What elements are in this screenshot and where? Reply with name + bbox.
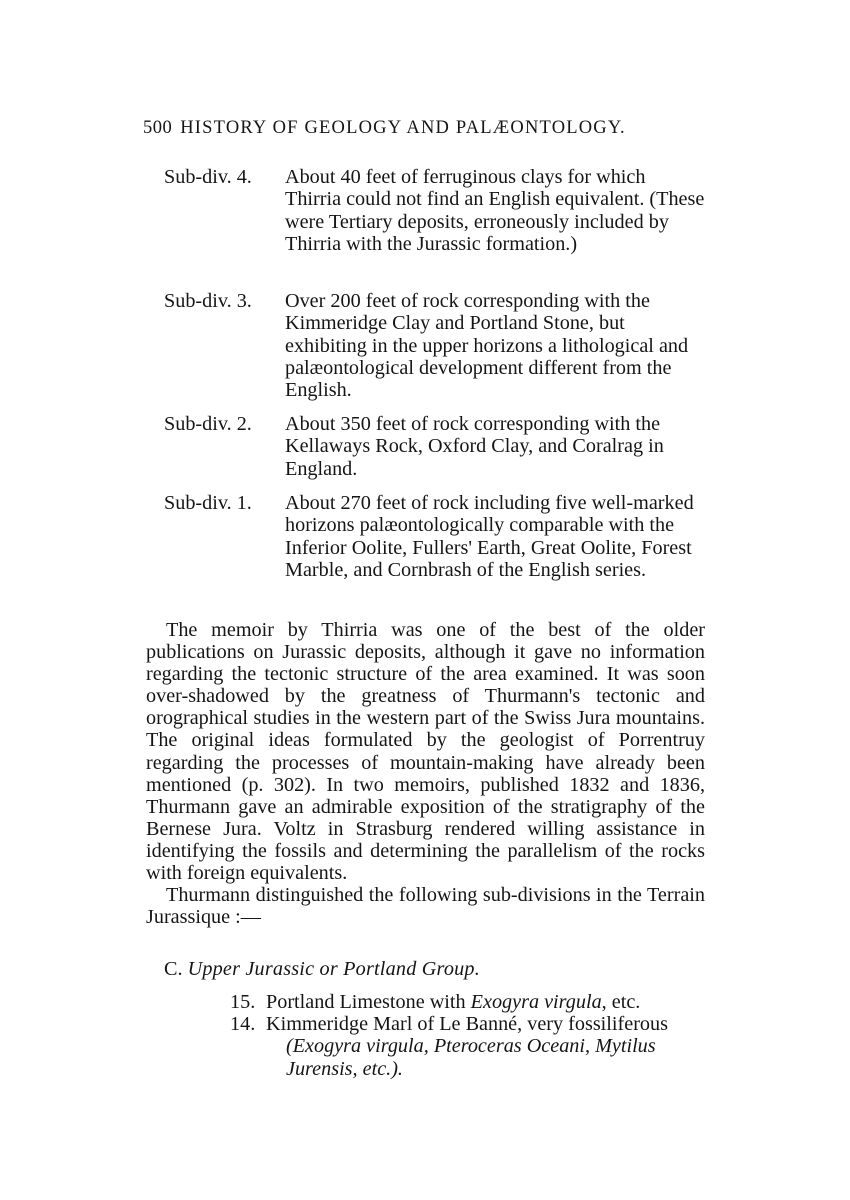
- subdivision-label: Sub-div. 1.: [164, 492, 252, 514]
- paragraph: The memoir by Thirria was one of the best of the older publications on Jurassic deposits, although it gave no information regarding the tectonic structure of the area examined. It was soon over-shadowed by the greatness of Thurmann's tectonic and orographical studies in the western part of the Swiss Jura mountains. The original ideas formulated by the geologist of Porrentruy regarding the processes of mountain-making have already been mentioned (p. 302). In two memoirs, published 1832 and 1836, Thurmann gave an admirable exposition of the stratigraphy of the Bernese Jura. Voltz in Strasburg rendered willing assistance in identifying the fossils and determining the parallelism of the rocks with foreign equivalents.: [146, 619, 705, 885]
- species-names: (Exogyra virgula, Pteroceras Oceani, Mytilus Jurensis, etc.).: [286, 1035, 656, 1080]
- species-list: [230, 1035, 710, 1080]
- section-title: Upper Jurassic or Portland Group.: [187, 958, 480, 980]
- list-item-text: Portland Limestone with: [266, 991, 471, 1013]
- body-text: [146, 619, 705, 928]
- running-header: [143, 116, 713, 140]
- paragraph: Thurmann distinguished the following sub-divisions in the Terrain Jurassique :—: [146, 884, 705, 929]
- section-heading: [164, 957, 480, 981]
- subdivision-text: About 40 feet of ferruginous clays for which Thirria could not find an English equivalent. (These were Tertiary deposits, erroneously included by Thirria with the Jurassic formation.): [285, 166, 705, 255]
- subdivision-label: Sub-div. 2.: [164, 413, 252, 435]
- subdivision-label: Sub-div. 4.: [164, 166, 252, 188]
- list-item-text: Kimmeridge Marl of Le Banné, very fossiliferous: [266, 1013, 668, 1035]
- list-item-number: 15.: [230, 991, 256, 1013]
- subdivision-text: About 270 feet of rock including five well-marked horizons palæontologically comparable with the Inferior Oolite, Fullers' Earth, Great Oolite, Forest Marble, and Cornbrash of the English series.: [285, 492, 694, 581]
- list-item-text: , etc.: [601, 991, 641, 1013]
- subdivision-label: Sub-div. 3.: [164, 290, 252, 312]
- list-item: [230, 991, 710, 1013]
- list-item-number: 14.: [230, 1013, 256, 1035]
- list-item: [230, 1013, 710, 1080]
- species-name: Exogyra virgula: [470, 991, 602, 1013]
- running-title: HISTORY OF GEOLOGY AND PALÆONTOLOGY.: [180, 118, 626, 138]
- subdivision-text: Over 200 feet of rock corresponding with the Kimmeridge Clay and Portland Stone, but exhibiting in the upper horizons a lithological and palæontological development different from the English.: [285, 290, 689, 402]
- section-letter: C.: [164, 958, 183, 980]
- page-number: 500: [143, 118, 173, 138]
- subdivision-text: About 350 feet of rock corresponding with the Kellaways Rock, Oxford Clay, and Coralrag in England.: [285, 413, 664, 480]
